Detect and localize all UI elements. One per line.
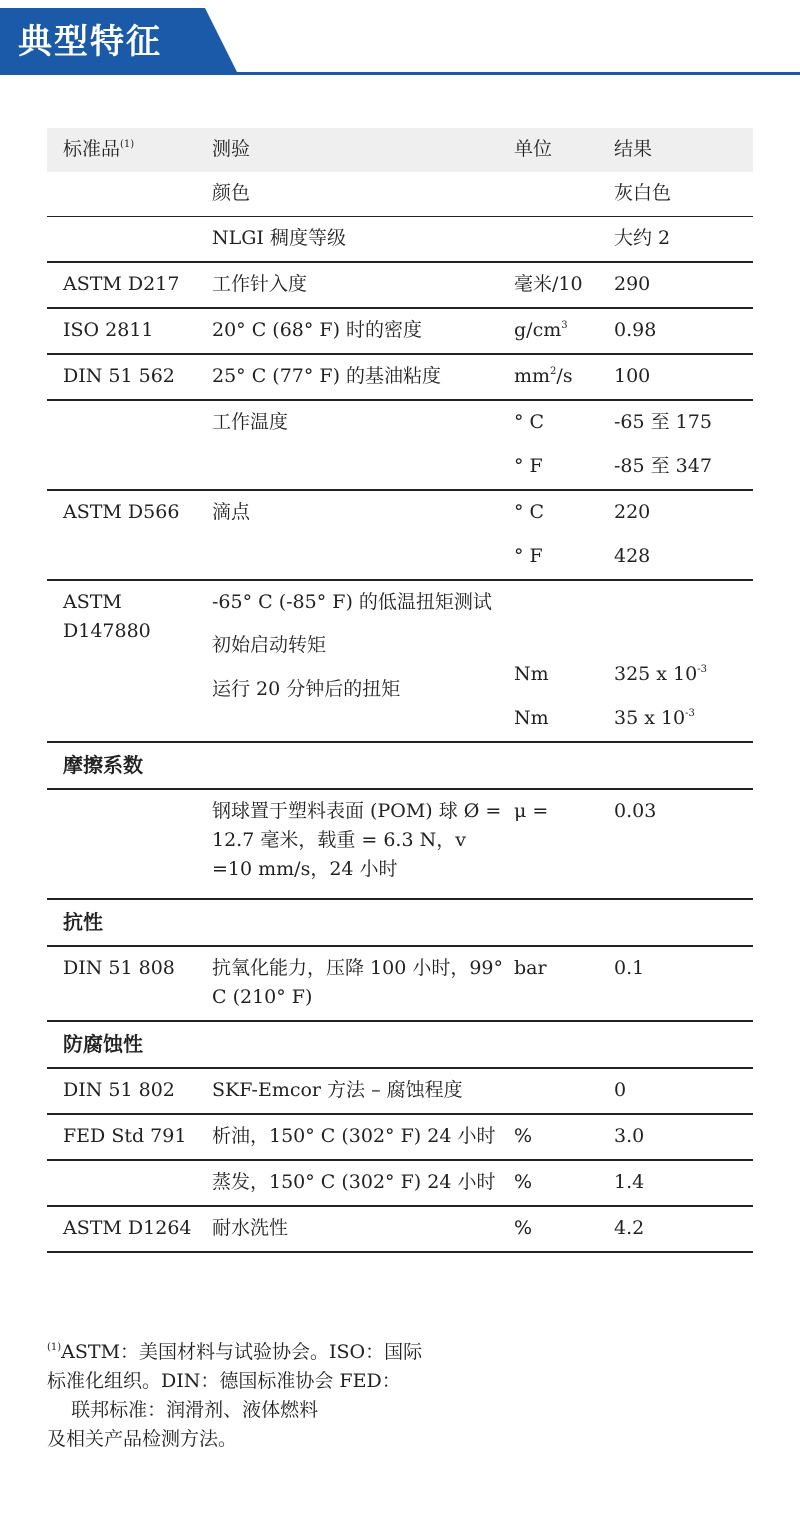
section-title-friction: 摩擦系数: [63, 753, 143, 777]
cell-standard: FED Std 791: [63, 1125, 187, 1147]
cell-result: 0.1: [614, 957, 645, 979]
cell-test: [212, 581, 514, 741]
cell-unit: [514, 1069, 614, 1113]
table-row: [47, 1115, 753, 1161]
result-value: 35 x 10: [614, 707, 686, 729]
result-running-torque: [614, 704, 753, 733]
footnote-marker: (1): [120, 139, 135, 150]
result-fahrenheit: 428: [614, 545, 651, 567]
cell-test: 抗氧化能力，压降 100 小时，99° C (210° F): [212, 957, 504, 1008]
table-row: [47, 491, 753, 581]
result-value: 325 x 10: [614, 663, 698, 685]
cell-test: 滴点: [212, 501, 251, 523]
cell-test: 钢球置于塑料表面 (POM) 球 Ø = 12.7 毫米，载重 = 6.3 N，v =10 mm/s，24 小时: [212, 800, 502, 880]
cell-test: 工作温度: [212, 411, 289, 433]
unit-fahrenheit: ° F: [514, 455, 543, 477]
result-exponent: -3: [697, 664, 707, 675]
table-row: [47, 355, 753, 401]
table-row: [47, 947, 753, 1022]
section-title-resistance: 抗性: [63, 910, 103, 934]
cell-unit: [514, 309, 614, 353]
cell-test: 20° C (68° F) 时的密度: [212, 319, 423, 341]
footnote-line: 及相关产品检测方法。: [47, 1428, 238, 1450]
cell-result: [614, 491, 753, 579]
table-row: [47, 172, 753, 217]
result-fahrenheit: -85 至 347: [614, 455, 712, 477]
cell-unit: [514, 401, 614, 489]
cell-standard: DIN 51 808: [63, 957, 175, 979]
cell-standard: DIN 51 562: [63, 365, 175, 387]
cell-result: 0.03: [614, 800, 657, 822]
cell-result: 0.98: [614, 319, 657, 341]
footnote-line: [47, 1338, 487, 1367]
result-exponent: -3: [685, 708, 695, 719]
table-row: [47, 217, 753, 263]
cell-standard: [47, 217, 212, 261]
cell-unit: bar: [514, 957, 547, 979]
cell-test: NLGI 稠度等级: [212, 227, 346, 249]
header-test: 测验: [212, 138, 251, 160]
footnote-text: ASTM：美国材料与试验协会。ISO：国际: [61, 1341, 423, 1363]
result-celsius: -65 至 175: [614, 411, 712, 433]
unit-main: g/cm: [514, 319, 562, 341]
table-row: [47, 401, 753, 491]
cell-standard: ASTM D1264: [63, 1217, 192, 1239]
cell-result: 100: [614, 365, 651, 387]
cell-test: SKF-Emcor 方法 – 腐蚀程度: [212, 1079, 463, 1101]
cell-unit: [514, 491, 614, 579]
banner-underline: [0, 72, 800, 75]
result-celsius: 220: [614, 501, 651, 523]
cell-unit: %: [514, 1217, 533, 1239]
cell-test: 25° C (77° F) 的基油粘度: [212, 365, 442, 387]
unit-superscript: 2: [550, 366, 557, 377]
cell-standard: [47, 172, 212, 216]
table-row: [47, 581, 753, 743]
header-banner: [0, 0, 800, 78]
header-standard-label: 标准品: [63, 138, 121, 160]
cell-test: 颜色: [212, 182, 251, 204]
cell-unit: [514, 172, 614, 216]
cell-standard: ASTM D217: [63, 273, 180, 295]
unit-superscript: 3: [561, 320, 568, 331]
section-header-row: [47, 1022, 753, 1069]
cell-result: [614, 581, 753, 741]
table-row: [47, 790, 753, 900]
cell-test: 析油，150° C (302° F) 24 小时: [212, 1125, 496, 1147]
footnote-line: 标准化组织。DIN：德国标准协会 FED：: [47, 1370, 401, 1392]
subtest-start-torque: 初始启动转矩: [212, 634, 327, 656]
cell-unit: %: [514, 1125, 533, 1147]
cell-standard: [47, 401, 212, 489]
cell-test: 工作针入度: [212, 273, 308, 295]
unit-running-torque: Nm: [514, 707, 549, 729]
unit-tail: /s: [556, 365, 573, 387]
cell-result: 3.0: [614, 1125, 645, 1147]
cell-standard: ASTM D566: [63, 501, 180, 523]
subtest-running-torque: 运行 20 分钟后的扭矩: [212, 678, 401, 700]
cell-standard: ASTM D147880: [63, 591, 151, 642]
footnote-line: 联邦标准：润滑剂、液体燃料: [47, 1399, 319, 1421]
unit-celsius: ° C: [514, 501, 545, 523]
table-row: [47, 1207, 753, 1253]
cell-unit: μ =: [514, 800, 549, 822]
cell-result: 1.4: [614, 1171, 645, 1193]
unit-celsius: ° C: [514, 411, 545, 433]
cell-unit: [514, 581, 614, 741]
cell-standard: [47, 1161, 212, 1205]
cell-unit: [514, 217, 614, 261]
test-title: -65° C (-85° F) 的低温扭矩测试: [212, 591, 492, 613]
cell-result: 0: [614, 1079, 627, 1101]
result-start-torque: [614, 660, 753, 689]
cell-result: 灰白色: [614, 182, 672, 204]
header-result: 结果: [614, 138, 653, 160]
unit-fahrenheit: ° F: [514, 545, 543, 567]
footnote: [47, 1338, 487, 1454]
table-row: [47, 263, 753, 309]
unit-main: mm: [514, 365, 551, 387]
section-header-row: [47, 743, 753, 790]
footnote-mark: (1): [47, 1342, 62, 1353]
cell-standard: ISO 2811: [63, 319, 154, 341]
cell-unit: 毫米/10: [514, 273, 583, 295]
header-standard: [47, 128, 212, 172]
cell-unit: %: [514, 1171, 533, 1193]
cell-test: 蒸发，150° C (302° F) 24 小时: [212, 1171, 496, 1193]
cell-standard: [47, 790, 212, 898]
table-row: [47, 1069, 753, 1115]
properties-table: [47, 128, 753, 1253]
cell-result: 4.2: [614, 1217, 645, 1239]
cell-result: 大约 2: [614, 227, 671, 249]
table-header-row: [47, 128, 753, 172]
unit-start-torque: Nm: [514, 663, 549, 685]
cell-result: [614, 401, 753, 489]
table-row: [47, 309, 753, 355]
cell-unit: [514, 355, 614, 399]
table-row: [47, 1161, 753, 1207]
cell-standard: DIN 51 802: [63, 1079, 175, 1101]
cell-result: 290: [614, 273, 651, 295]
section-header-row: [47, 900, 753, 947]
cell-test: 耐水洗性: [212, 1217, 289, 1239]
page-title: 典型特征: [18, 22, 162, 62]
section-title-corrosion: 防腐蚀性: [63, 1032, 143, 1056]
header-unit: 单位: [514, 138, 553, 160]
